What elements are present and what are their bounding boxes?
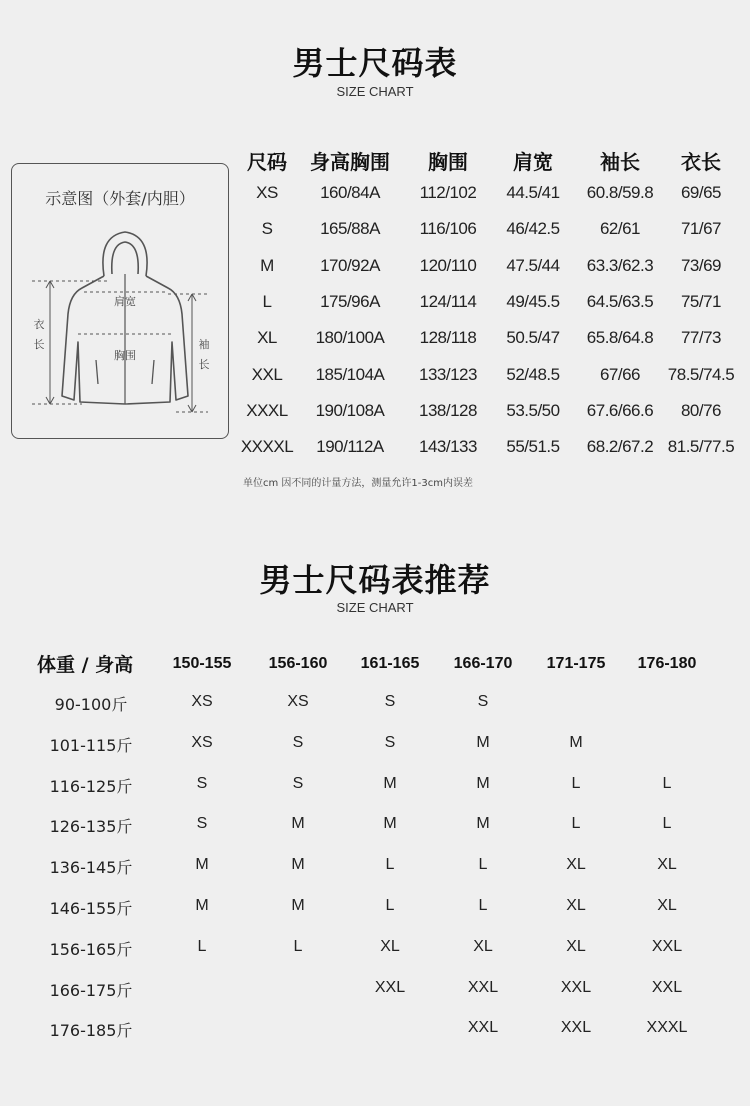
recommended-size-cell: XXXL bbox=[646, 1019, 688, 1037]
size-table-cell: 53.5/50 bbox=[506, 400, 560, 420]
size-table-cell: 60.8/59.8 bbox=[586, 183, 654, 202]
height-range-header: 166-170 bbox=[453, 655, 513, 672]
size-table-cell: XXL bbox=[251, 364, 283, 384]
height-range-header: 156-160 bbox=[268, 655, 328, 672]
size-table-cell: XXXL bbox=[246, 400, 288, 420]
height-range-header: 176-180 bbox=[637, 655, 697, 672]
recommendation-subtitle: SIZE CHART bbox=[336, 600, 414, 615]
size-table-cell: 68.2/67.2 bbox=[586, 437, 654, 457]
length-label-top: 衣 bbox=[33, 318, 45, 331]
size-table-cell: 112/102 bbox=[419, 183, 477, 202]
recommended-size-cell: L bbox=[571, 815, 581, 833]
size-table-cell: 133/123 bbox=[419, 364, 477, 384]
recommended-size-cell: XL bbox=[657, 897, 677, 914]
recommended-size-cell: L bbox=[571, 774, 581, 792]
size-table-cell: 65.8/64.8 bbox=[586, 328, 654, 348]
size-table-cell: 165/88A bbox=[320, 219, 380, 239]
jacket-illustration bbox=[12, 164, 230, 440]
size-table-cell: 50.5/47 bbox=[506, 328, 560, 348]
size-table-cell: 67.6/66.6 bbox=[586, 400, 654, 420]
recommended-size-cell: XXL bbox=[467, 1019, 499, 1037]
size-table-header: 身高胸围 bbox=[310, 150, 390, 174]
size-table-cell: 63.3/62.3 bbox=[586, 255, 654, 275]
recommended-size-cell: XS bbox=[287, 693, 309, 710]
size-table-cell: 143/133 bbox=[419, 437, 477, 457]
size-table-cell: 44.5/41 bbox=[506, 183, 560, 202]
recommended-size-cell: XL bbox=[566, 856, 586, 874]
size-table-cell: 49/45.5 bbox=[506, 291, 560, 311]
recommended-size-cell: XL bbox=[380, 937, 400, 955]
recommended-size-cell: L bbox=[478, 897, 488, 914]
weight-range-label: 146-155斤 bbox=[49, 899, 133, 918]
weight-range-label: 156-165斤 bbox=[49, 939, 133, 959]
recommended-size-cell: XXL bbox=[560, 978, 592, 996]
recommended-size-cell: L bbox=[478, 856, 488, 874]
size-table-cell: XL bbox=[257, 328, 277, 348]
size-table-header: 胸围 bbox=[428, 150, 468, 174]
size-table-cell: L bbox=[262, 291, 272, 311]
chest-label: 胸围 bbox=[114, 349, 136, 362]
size-table-cell: 81.5/77.5 bbox=[667, 437, 735, 457]
height-range-header: 150-155 bbox=[172, 655, 232, 672]
recommended-size-cell: S bbox=[196, 774, 208, 792]
size-table-cell: 180/100A bbox=[315, 328, 385, 348]
size-table-cell: 52/48.5 bbox=[506, 364, 560, 384]
size-table-cell: 80/76 bbox=[680, 400, 722, 420]
recommended-size-cell: XXL bbox=[651, 937, 683, 955]
diagram-caption: 示意图（外套/内胆） bbox=[45, 189, 195, 208]
size-table-cell: 71/67 bbox=[680, 219, 722, 239]
size-table-header: 尺码 bbox=[247, 150, 287, 174]
recommended-size-cell: M bbox=[291, 815, 305, 833]
recommended-size-cell: S bbox=[292, 774, 304, 792]
recommended-size-cell: XL bbox=[566, 897, 586, 914]
recommended-size-cell: M bbox=[383, 774, 397, 792]
weight-range-label: 90-100斤 bbox=[54, 695, 128, 714]
size-table-cell: 62/61 bbox=[599, 219, 641, 239]
size-table-cell: 190/108A bbox=[315, 400, 385, 420]
size-table-cell: 124/114 bbox=[419, 291, 477, 311]
size-chart-subtitle: SIZE CHART bbox=[336, 84, 414, 99]
recommended-size-cell: M bbox=[383, 815, 397, 833]
size-table-cell: 175/96A bbox=[320, 291, 380, 311]
weight-height-corner-label: 体重 / 身高 bbox=[37, 654, 134, 676]
recommended-size-cell: S bbox=[196, 815, 208, 833]
recommended-size-cell: M bbox=[476, 815, 490, 833]
weight-range-label: 136-145斤 bbox=[49, 858, 133, 878]
recommended-size-cell: XL bbox=[566, 937, 586, 955]
recommended-size-cell: M bbox=[291, 856, 305, 874]
size-table-cell: 190/112A bbox=[316, 437, 384, 457]
recommended-size-cell: S bbox=[292, 733, 304, 751]
recommended-size-cell: M bbox=[195, 856, 209, 874]
recommended-size-cell: M bbox=[476, 733, 490, 751]
recommended-size-cell: L bbox=[293, 937, 303, 955]
recommended-size-cell: XS bbox=[191, 693, 213, 710]
size-table-cell: 47.5/44 bbox=[506, 255, 560, 275]
garment-diagram bbox=[11, 163, 229, 439]
weight-range-label: 166-175斤 bbox=[49, 980, 133, 1000]
sleeve-label-bottom: 长 bbox=[198, 358, 210, 371]
recommendation-title: 男士尺码表推荐 bbox=[259, 561, 491, 599]
shoulder-label: 肩宽 bbox=[114, 295, 136, 308]
size-table-cell: XXXXL bbox=[240, 437, 294, 457]
recommended-size-cell: L bbox=[197, 937, 207, 955]
recommended-size-cell: L bbox=[662, 774, 672, 792]
height-range-header: 171-175 bbox=[546, 655, 606, 672]
size-table-cell: 120/110 bbox=[419, 255, 477, 275]
size-table-cell: 77/73 bbox=[680, 328, 722, 348]
weight-range-label: 116-125斤 bbox=[49, 776, 133, 796]
size-table-cell: 128/118 bbox=[419, 328, 477, 348]
size-table-header: 肩宽 bbox=[513, 150, 553, 174]
recommended-size-cell: M bbox=[569, 733, 583, 751]
recommended-size-cell: XXL bbox=[374, 978, 406, 996]
length-label-bottom: 长 bbox=[33, 338, 45, 351]
size-table-cell: 78.5/74.5 bbox=[667, 364, 735, 384]
recommended-size-cell: L bbox=[385, 897, 395, 914]
measurement-note: 单位cm 因不同的计量方法，测量允许1-3cm内误差 bbox=[243, 478, 473, 489]
recommended-size-cell: S bbox=[384, 733, 396, 751]
weight-range-label: 126-135斤 bbox=[49, 817, 133, 837]
size-table-cell: 185/104A bbox=[315, 364, 385, 384]
recommended-size-cell: L bbox=[385, 856, 395, 874]
size-table-cell: 64.5/63.5 bbox=[586, 291, 654, 311]
size-table-cell: 73/69 bbox=[680, 255, 722, 275]
size-table-cell: 67/66 bbox=[599, 364, 641, 384]
size-table-cell: 160/84A bbox=[320, 183, 380, 202]
size-table-header: 衣长 bbox=[681, 150, 721, 174]
size-table-cell: 170/92A bbox=[320, 255, 380, 275]
size-chart-title: 男士尺码表 bbox=[292, 44, 458, 82]
sleeve-label-top: 袖 bbox=[198, 338, 210, 351]
height-range-header: 161-165 bbox=[360, 655, 420, 672]
size-table-header: 袖长 bbox=[600, 150, 640, 174]
size-table-cell: 46/42.5 bbox=[506, 219, 560, 239]
recommended-size-cell: XXL bbox=[467, 978, 499, 996]
size-table-cell: 55/51.5 bbox=[506, 437, 560, 457]
recommended-size-cell: M bbox=[476, 774, 490, 792]
recommended-size-cell: L bbox=[662, 815, 672, 833]
recommended-size-cell: XL bbox=[657, 856, 677, 874]
size-table-cell: 69/65 bbox=[680, 183, 722, 202]
recommended-size-cell: S bbox=[384, 693, 396, 710]
recommended-size-cell: XXL bbox=[560, 1019, 592, 1037]
recommended-size-cell: XXL bbox=[651, 978, 683, 996]
recommended-size-cell: S bbox=[477, 693, 489, 710]
size-table-cell: 116/106 bbox=[419, 219, 477, 239]
weight-range-label: 176-185斤 bbox=[49, 1021, 133, 1041]
recommended-size-cell: XL bbox=[473, 937, 493, 955]
size-table-cell: M bbox=[260, 255, 274, 275]
recommended-size-cell: M bbox=[195, 897, 209, 914]
size-table-cell: 138/128 bbox=[419, 400, 477, 420]
size-table-cell: S bbox=[261, 219, 273, 239]
recommended-size-cell: XS bbox=[191, 733, 213, 751]
recommended-size-cell: M bbox=[291, 897, 305, 914]
size-table-cell: XS bbox=[256, 183, 278, 202]
size-table-cell: 75/71 bbox=[680, 291, 722, 311]
weight-range-label: 101-115斤 bbox=[49, 735, 133, 755]
